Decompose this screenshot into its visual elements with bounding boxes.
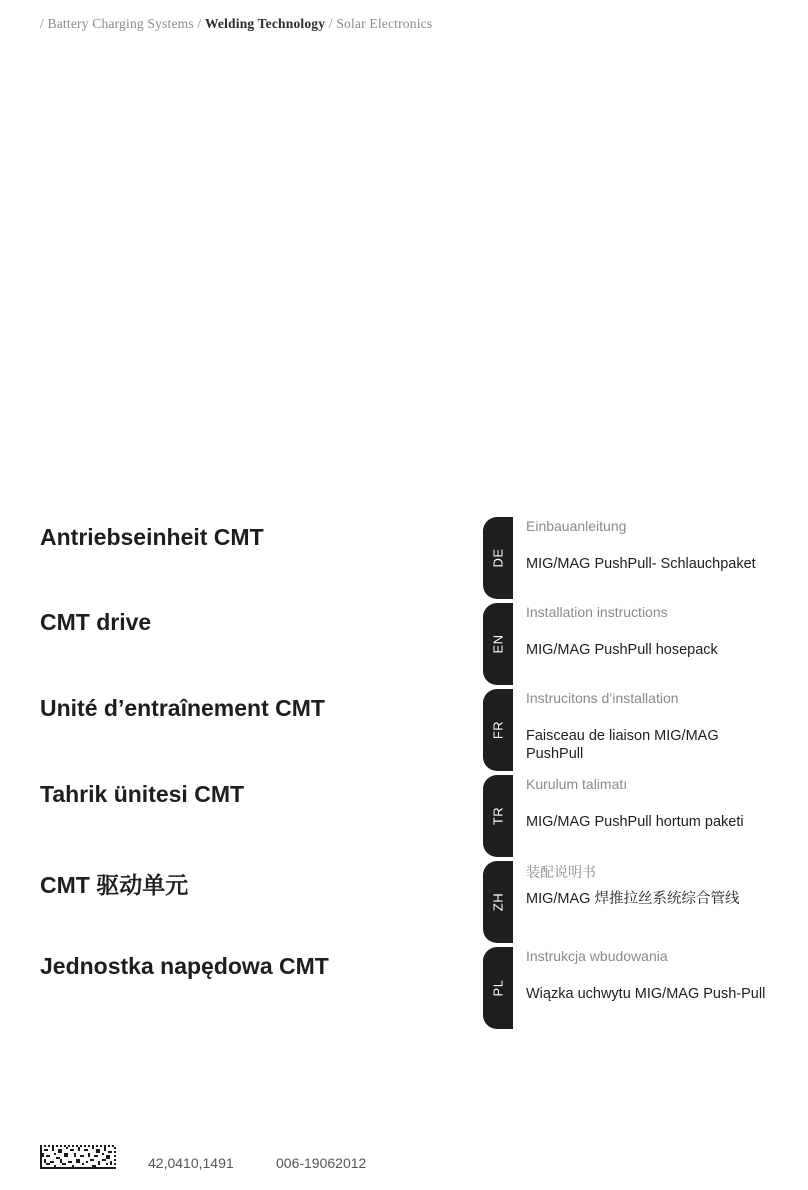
language-tab-fr <box>483 689 513 771</box>
language-block-zh <box>483 861 783 943</box>
language-code: TR <box>490 806 506 826</box>
language-block-tr <box>483 775 783 857</box>
language-code: DE <box>490 548 506 568</box>
language-tab-pl <box>483 947 513 1029</box>
breadcrumb-separator: / <box>40 16 48 31</box>
language-tab-en <box>483 603 513 685</box>
language-tab-tr <box>483 775 513 857</box>
language-tab-de <box>483 517 513 599</box>
title-fr: Unité d’entraînement CMT <box>40 695 325 721</box>
data-matrix-code-icon <box>40 1145 116 1169</box>
part-number: 42,0410,1491 <box>148 1155 234 1171</box>
document-type: Kurulum talimatı <box>526 776 628 792</box>
document-number: 006-19062012 <box>276 1155 367 1171</box>
title-de: Antriebseinheit CMT <box>40 524 264 550</box>
title-tr: Tahrik ünitesi CMT <box>40 781 245 807</box>
product-name: Wiązka uchwytu MIG/MAG Push-Pull <box>526 986 766 1002</box>
language-code: ZH <box>490 892 506 912</box>
language-code: PL <box>490 979 506 997</box>
breadcrumb-welding-technology: Welding Technology <box>204 16 326 31</box>
document-type: Instrucitons d’installation <box>526 690 679 706</box>
language-block-fr <box>483 689 783 771</box>
document-type: Installation instructions <box>526 604 668 620</box>
product-name: MIG/MAG 焊推拉丝系统综合管线 <box>526 891 740 907</box>
breadcrumb-separator: / <box>325 16 337 31</box>
product-name: MIG/MAG PushPull hosepack <box>526 642 718 658</box>
product-name: MIG/MAG PushPull- Schlauchpaket <box>526 556 756 572</box>
document-type: Instrukcja wbudowania <box>526 948 668 964</box>
language-block-de <box>483 517 783 599</box>
product-name: Faisceau de liaison MIG/MAG PushPull <box>526 728 719 762</box>
title-en: CMT drive <box>40 609 152 635</box>
language-tab-zh <box>483 861 513 943</box>
product-name: MIG/MAG PushPull hortum paketi <box>526 814 744 830</box>
title-zh: CMT 驱动单元 <box>40 872 189 898</box>
breadcrumb-solar-electronics: Solar Electronics <box>336 16 433 31</box>
document-type: Einbauanleitung <box>526 518 627 534</box>
title-pl: Jednostka napędowa CMT <box>40 953 329 979</box>
language-code: FR <box>490 720 506 740</box>
document-type: 装配说明书 <box>526 864 596 880</box>
language-code: EN <box>490 634 506 654</box>
language-block-pl <box>483 947 783 1029</box>
brand-breadcrumb <box>40 16 432 32</box>
breadcrumb-separator: / <box>193 16 205 31</box>
language-block-en <box>483 603 783 685</box>
breadcrumb-battery-charging: Battery Charging Systems <box>47 16 194 31</box>
